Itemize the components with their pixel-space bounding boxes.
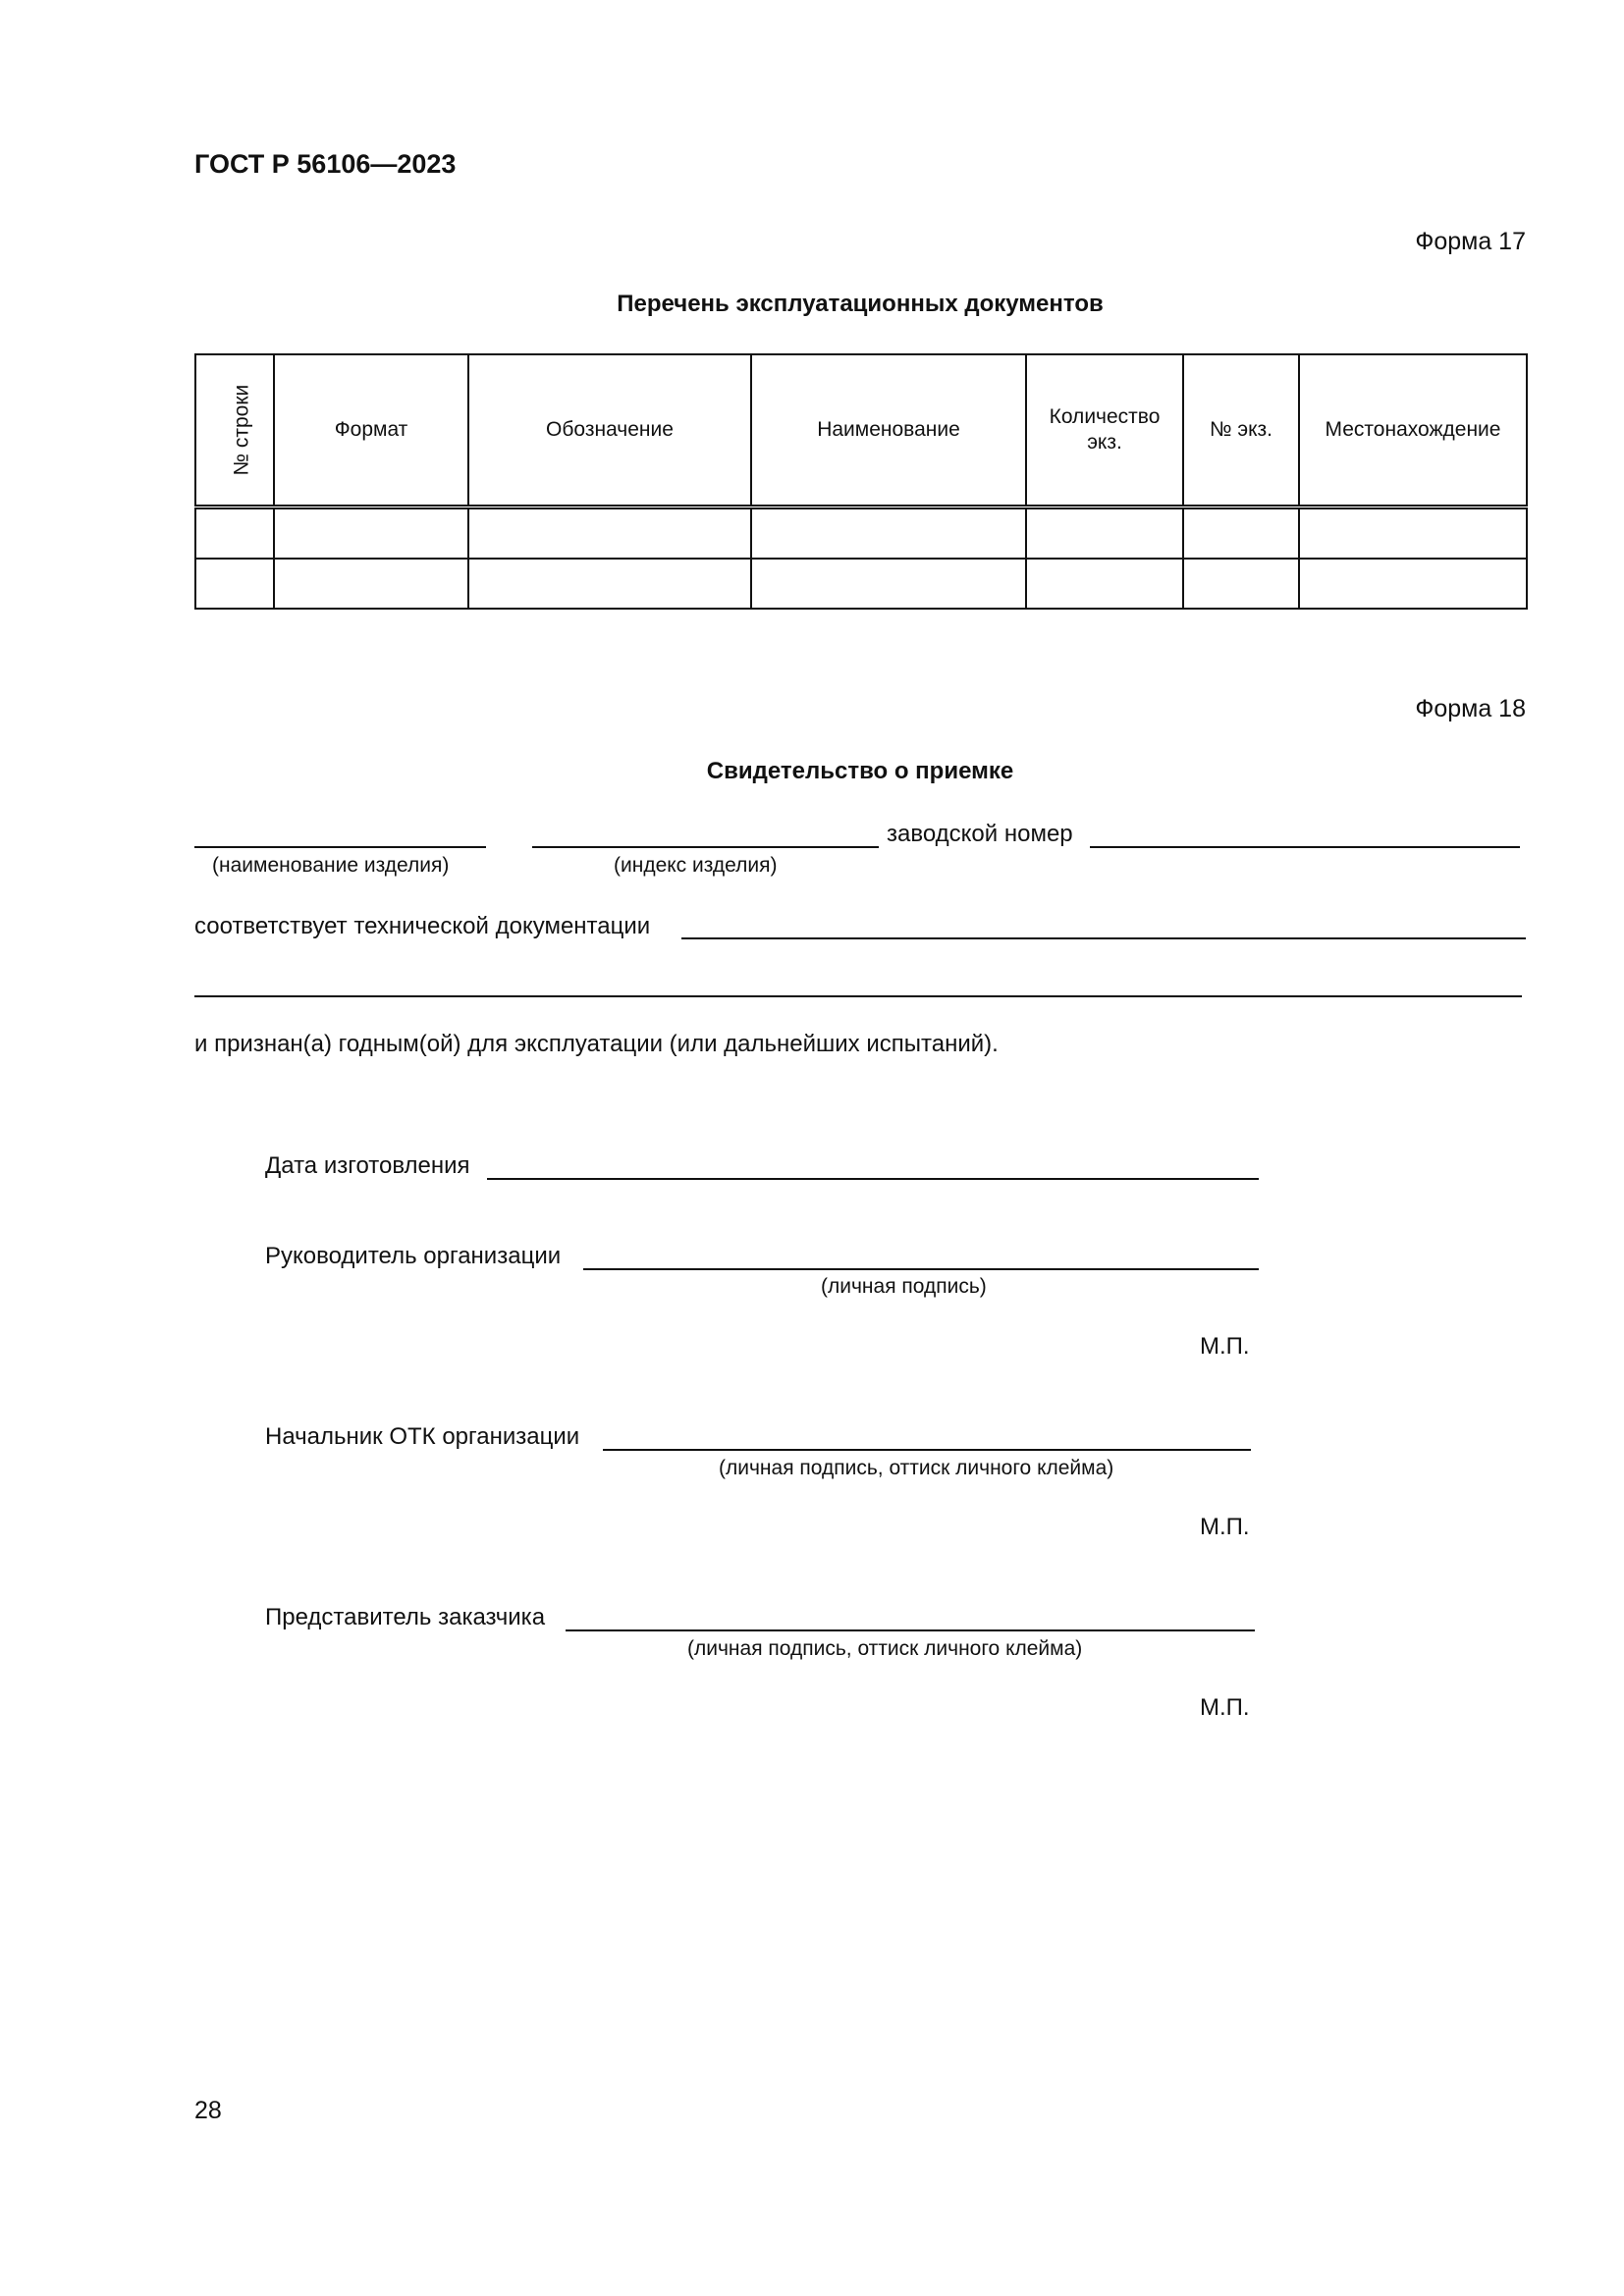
documents-table: [194, 353, 1528, 610]
document-code: ГОСТ Р 56106—2023: [194, 149, 457, 179]
table-cell[interactable]: [751, 507, 1026, 560]
signature-caption: (личная подпись, оттиск личного клейма): [687, 1637, 1083, 1660]
stamp-place-label: М.П.: [1200, 1514, 1250, 1540]
product-name-field[interactable]: [194, 846, 486, 848]
form17-label: Форма 17: [1415, 228, 1526, 255]
column-header: Местонахождение: [1299, 354, 1527, 507]
table-cell[interactable]: [195, 507, 274, 560]
form18-title: Свидетельство о приемке: [706, 758, 1014, 784]
table-cell[interactable]: [468, 507, 751, 560]
product-name-caption: (наименование изделия): [212, 854, 450, 877]
form17-title: Перечень эксплуатационных документов: [617, 291, 1104, 317]
table-cell[interactable]: [1026, 559, 1183, 609]
conforms-label: соответствует технической документации: [194, 913, 651, 939]
signature-caption: (личная подпись, оттиск личного клейма): [719, 1457, 1114, 1479]
table-header-row: [195, 354, 1527, 507]
table-cell[interactable]: [1299, 559, 1527, 609]
table-cell[interactable]: [195, 559, 274, 609]
signature-caption: (личная подпись): [821, 1275, 987, 1298]
table-cell[interactable]: [751, 559, 1026, 609]
table-cell[interactable]: [468, 559, 751, 609]
column-header: Наименование: [751, 354, 1026, 507]
documentation-field[interactable]: [681, 937, 1526, 939]
form18-label: Форма 18: [1415, 695, 1526, 722]
accepted-statement: и признан(а) годным(ой) для эксплуатации (или дальнейших испытаний).: [194, 1031, 999, 1057]
product-index-field[interactable]: [532, 846, 879, 848]
customer-representative-signature-field[interactable]: [566, 1629, 1255, 1631]
table-cell[interactable]: [274, 507, 468, 560]
factory-number-field[interactable]: [1090, 846, 1520, 848]
manufacture-date-field[interactable]: [487, 1178, 1259, 1180]
table-cell[interactable]: [274, 559, 468, 609]
column-header: Формат: [274, 354, 468, 507]
column-header: № экз.: [1183, 354, 1299, 507]
table-row: [195, 507, 1527, 560]
factory-number-label: заводской номер: [887, 821, 1073, 847]
table-row: [195, 559, 1527, 609]
stamp-place-label: М.П.: [1200, 1694, 1250, 1721]
stamp-place-label: М.П.: [1200, 1333, 1250, 1360]
column-header: № строки: [195, 354, 274, 507]
qc-chief-signature-field[interactable]: [603, 1449, 1251, 1451]
table-cell[interactable]: [1299, 507, 1527, 560]
table-cell[interactable]: [1183, 507, 1299, 560]
page-number: 28: [194, 2097, 222, 2124]
customer-representative-label: Представитель заказчика: [265, 1604, 546, 1630]
product-index-caption: (индекс изделия): [614, 854, 778, 877]
manufacture-date-label: Дата изготовления: [265, 1152, 470, 1179]
column-header: Количество экз.: [1026, 354, 1183, 507]
head-of-organization-label: Руководитель организации: [265, 1243, 562, 1269]
documentation-field-continued[interactable]: [194, 995, 1522, 997]
table-cell[interactable]: [1183, 559, 1299, 609]
qc-chief-label: Начальник ОТК организации: [265, 1423, 580, 1450]
column-header: Обозначение: [468, 354, 751, 507]
head-of-organization-signature-field[interactable]: [583, 1268, 1259, 1270]
table-cell[interactable]: [1026, 507, 1183, 560]
